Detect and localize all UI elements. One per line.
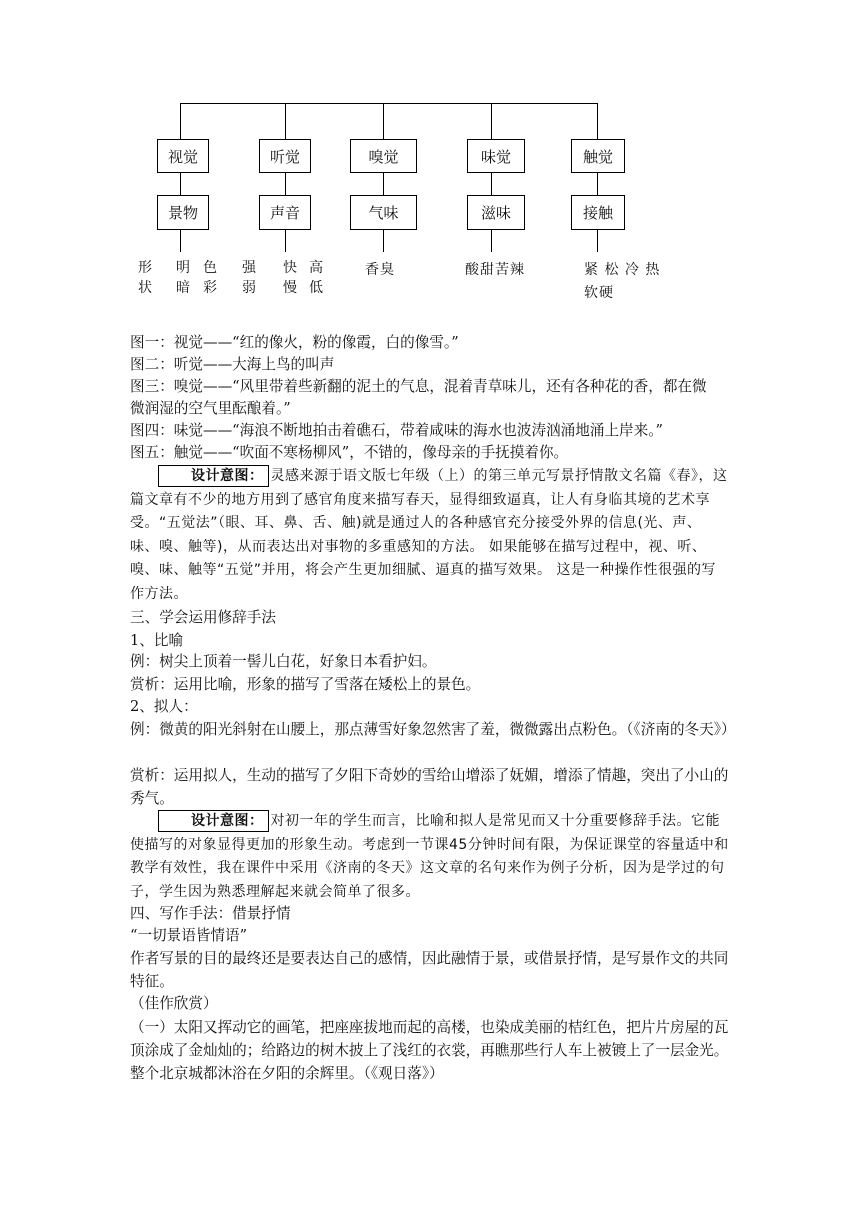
sense-label: 视觉 (167, 147, 198, 166)
sense-box-taste (467, 139, 525, 173)
connector (597, 103, 598, 139)
section-4-excerpt: （一）太阳又挥动它的画笔，把座座拔地而起的高楼，也染成美丽的桔红色，把片片房屋的瓦顶涂成了金灿灿的；给路边的树木披上了浅红的衣裳，再瞧那些行人车上被镀上了一层金光。整个北京城都沐浴在夕阳的余辉里。（《观日落》） (130, 1019, 729, 1082)
figure-3: 图三：嗅觉——“风里带着些新翻的泥土的气息，混着青草味儿，还有各种花的香，都在微 (130, 378, 707, 395)
connector (491, 173, 492, 195)
section-3-analysis-2: 赏析：运用拟人，生动的描写了夕阳下奇妙的雪给山增添了妩媚，增添了情趣，突出了小山的秀气。 (130, 767, 729, 807)
leaf-pitch: 高 低 (309, 260, 324, 296)
section-3-analysis-1: 赏析：运用比喻，形象的描写了雪落在矮松上的景色。 (130, 676, 481, 693)
connector (491, 230, 492, 252)
leaf-taste: 酸甜苦辣 (465, 262, 525, 278)
connector (383, 103, 384, 139)
connector (597, 173, 598, 195)
connector (285, 103, 286, 139)
design-intent-text: 对初一年的学生而言，比喻和拟人是常见而又十分重要修辞手法。它能使描写的对象显得更加的形象生动。考虑到一节课45分钟时间有限，为保证课堂的容量适中和教学有效性，我在课件中采用《济南的冬天》这文章的名句来作为例子分析，因为是学过的句子，学生因为熟悉理解起来就会简单了很多。 (130, 813, 729, 900)
sense-label: 触觉 (582, 147, 613, 166)
section-3-title: 三、学会运用修辞手法 (130, 609, 276, 626)
connector (597, 230, 598, 252)
object-box-scenery (157, 195, 209, 230)
figure-1: 图一：视觉——“红的像火，粉的像霞，白的像雪。” (130, 334, 459, 351)
diagram-top-bar (180, 103, 598, 104)
leaf-shape: 形 状 (138, 260, 153, 296)
connector (491, 103, 492, 139)
sense-label: 味觉 (480, 147, 511, 166)
sense-box-touch (571, 139, 625, 173)
sense-box-hearing (259, 139, 311, 173)
sense-box-sight (157, 139, 209, 173)
connector (383, 173, 384, 195)
figure-5: 图五：触觉——“吹面不寒杨柳风”，不错的，像母亲的手抚摸着你。 (130, 444, 569, 461)
section-3-sub-2: 2、拟人： (130, 698, 198, 715)
connector (180, 230, 181, 252)
section-4-quote: “一切景语皆情语” (130, 927, 248, 944)
leaf-color: 色 彩 (203, 260, 218, 296)
figure-3-cont: 微润湿的空气里酝酿着。” (130, 400, 291, 417)
leaf-touch-1: 紧 松 冷 热 (584, 262, 661, 278)
design-intent-text: 灵感来源于语文版七年级（上）的第三单元写景抒情散文名篇《春》，这篇文章有不少的地方用到了感官角度来描写春天，显得细致逼真，让人有身临其境的艺术享受。“五觉法”（眼、耳、鼻、舌、触)就是通过人的各种感官充分接受外界的信息(光、声、味、嗅、触等)，从而表达出对事物的多重感知的方法。 如果能够在描写过程中，视、听、嗅、味、触等“五觉”并用，将会产生更加细腻、逼真的描写效果。 这是一种操作性很强的写作方法。 (130, 468, 728, 602)
leaf-smell: 香臭 (365, 262, 395, 278)
section-4-title: 四、写作手法：借景抒情 (130, 905, 291, 922)
figure-2: 图二：听觉——大海上鸟的叫声 (130, 356, 335, 373)
sense-label: 嗅觉 (368, 147, 399, 166)
sense-box-smell (350, 139, 417, 173)
connector (180, 173, 181, 195)
section-4-appreciate: （佳作欣赏） (130, 995, 218, 1012)
section-3-example-2: 例：微黄的阳光斜射在山腰上，那点薄雪好象忽然害了羞，微微露出点粉色。（《济南的冬天》） (130, 721, 736, 738)
sense-label: 听觉 (269, 147, 300, 166)
section-3-example-1: 例：树尖上顶着一髻儿白花，好象日本看护妇。 (130, 653, 437, 670)
leaf-strength: 强 弱 (242, 260, 257, 296)
design-intent-1 (130, 465, 730, 606)
design-intent-label: 设计意图： (158, 810, 269, 832)
leaf-touch-2: 软硬 (584, 285, 614, 301)
connector (285, 173, 286, 195)
leaf-speed: 快 慢 (283, 260, 298, 296)
object-label: 气味 (368, 204, 399, 222)
section-4-paragraph: 作者写景的目的最终还是要表达自己的感情，因此融情于景，或借景抒情，是写景作文的共同特征。 (130, 950, 729, 990)
object-label: 滋味 (480, 204, 511, 222)
design-intent-label: 设计意图： (158, 465, 269, 487)
object-box-sound (259, 195, 311, 230)
object-label: 接触 (582, 204, 613, 222)
connector (285, 230, 286, 252)
leaf-brightness: 明 暗 (176, 260, 191, 296)
connector (383, 230, 384, 252)
connector (180, 103, 181, 139)
section-3-sub-1: 1、比喻 (130, 632, 184, 649)
object-box-contact (571, 195, 625, 230)
design-intent-2 (130, 810, 730, 904)
object-box-scent (350, 195, 417, 230)
object-box-flavor (467, 195, 525, 230)
object-label: 景物 (167, 204, 198, 222)
figure-4: 图四：味觉——“海浪不断地拍击着礁石，带着咸味的海水也波涛汹涌地涌上岸来。” (130, 422, 663, 439)
object-label: 声音 (269, 204, 300, 222)
